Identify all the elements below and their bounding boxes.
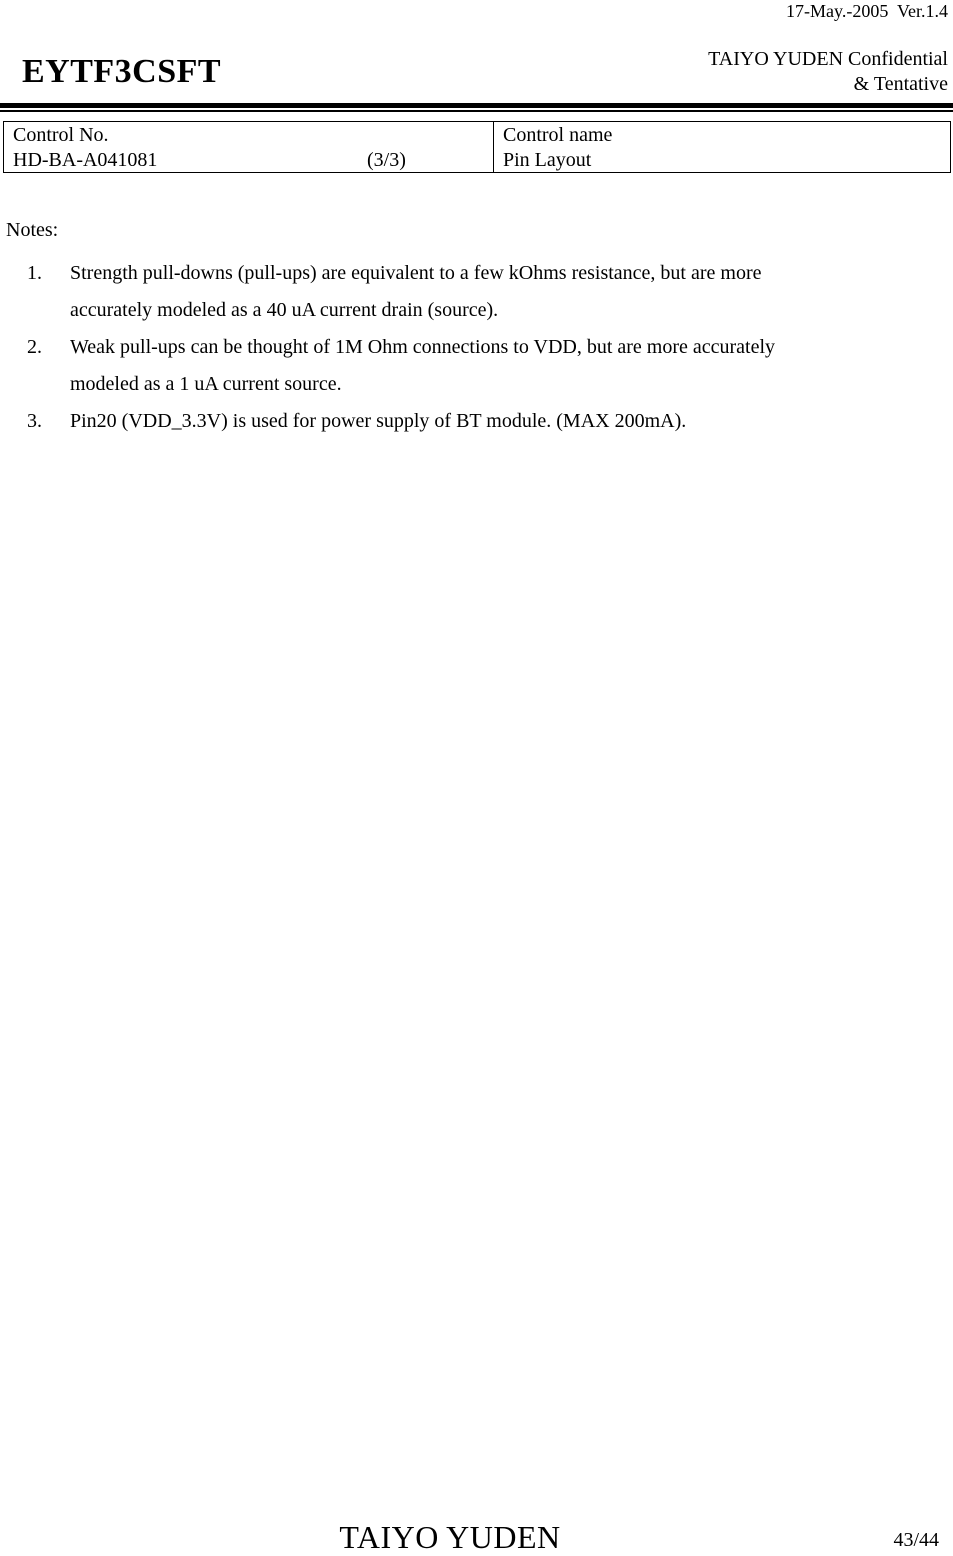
date-version: 17-May.-2005 Ver.1.4 bbox=[786, 1, 948, 21]
note-line: Pin20 (VDD_3.3V) is used for power supply of BT module. (MAX 200mA). bbox=[70, 410, 687, 432]
note-text bbox=[70, 403, 850, 440]
confidential-line-2: & Tentative bbox=[853, 73, 948, 95]
notes-list bbox=[0, 255, 900, 440]
note-text bbox=[70, 255, 850, 329]
note-item-2 bbox=[0, 329, 900, 403]
note-number: 3. bbox=[27, 410, 42, 432]
control-no-label: Control No. bbox=[13, 124, 109, 146]
note-line: Strength pull-downs (pull-ups) are equivalent to a few kOhms resistance, but are more bbox=[70, 262, 762, 284]
note-item-3 bbox=[0, 403, 900, 440]
page-number: 43/44 bbox=[893, 1529, 939, 1551]
control-name-value: Pin Layout bbox=[503, 149, 592, 171]
note-line: accurately modeled as a 40 uA current drain (source). bbox=[70, 299, 499, 321]
control-name-cell bbox=[494, 122, 950, 172]
note-text bbox=[70, 329, 850, 403]
control-no-value: HD-BA-A041081 bbox=[13, 149, 158, 171]
control-table bbox=[3, 121, 951, 173]
note-line: modeled as a 1 uA current source. bbox=[70, 373, 342, 395]
note-item-1 bbox=[0, 255, 900, 329]
product-code: EYTF3CSFT bbox=[22, 53, 222, 90]
page-fraction: (3/3) bbox=[367, 149, 406, 171]
notes-heading: Notes: bbox=[6, 219, 59, 241]
header-rule-thick bbox=[0, 103, 953, 108]
note-number: 2. bbox=[27, 336, 42, 358]
control-name-label: Control name bbox=[503, 124, 613, 146]
confidential-line-1: TAIYO YUDEN Confidential bbox=[708, 48, 948, 70]
confidential-notice bbox=[708, 47, 948, 97]
header-rule-thin bbox=[0, 110, 953, 112]
control-no-cell bbox=[4, 122, 494, 172]
footer-brand: TAIYO YUDEN bbox=[339, 1519, 561, 1555]
note-line: Weak pull-ups can be thought of 1M Ohm connections to VDD, but are more accurately bbox=[70, 336, 776, 358]
note-number: 1. bbox=[27, 262, 42, 284]
